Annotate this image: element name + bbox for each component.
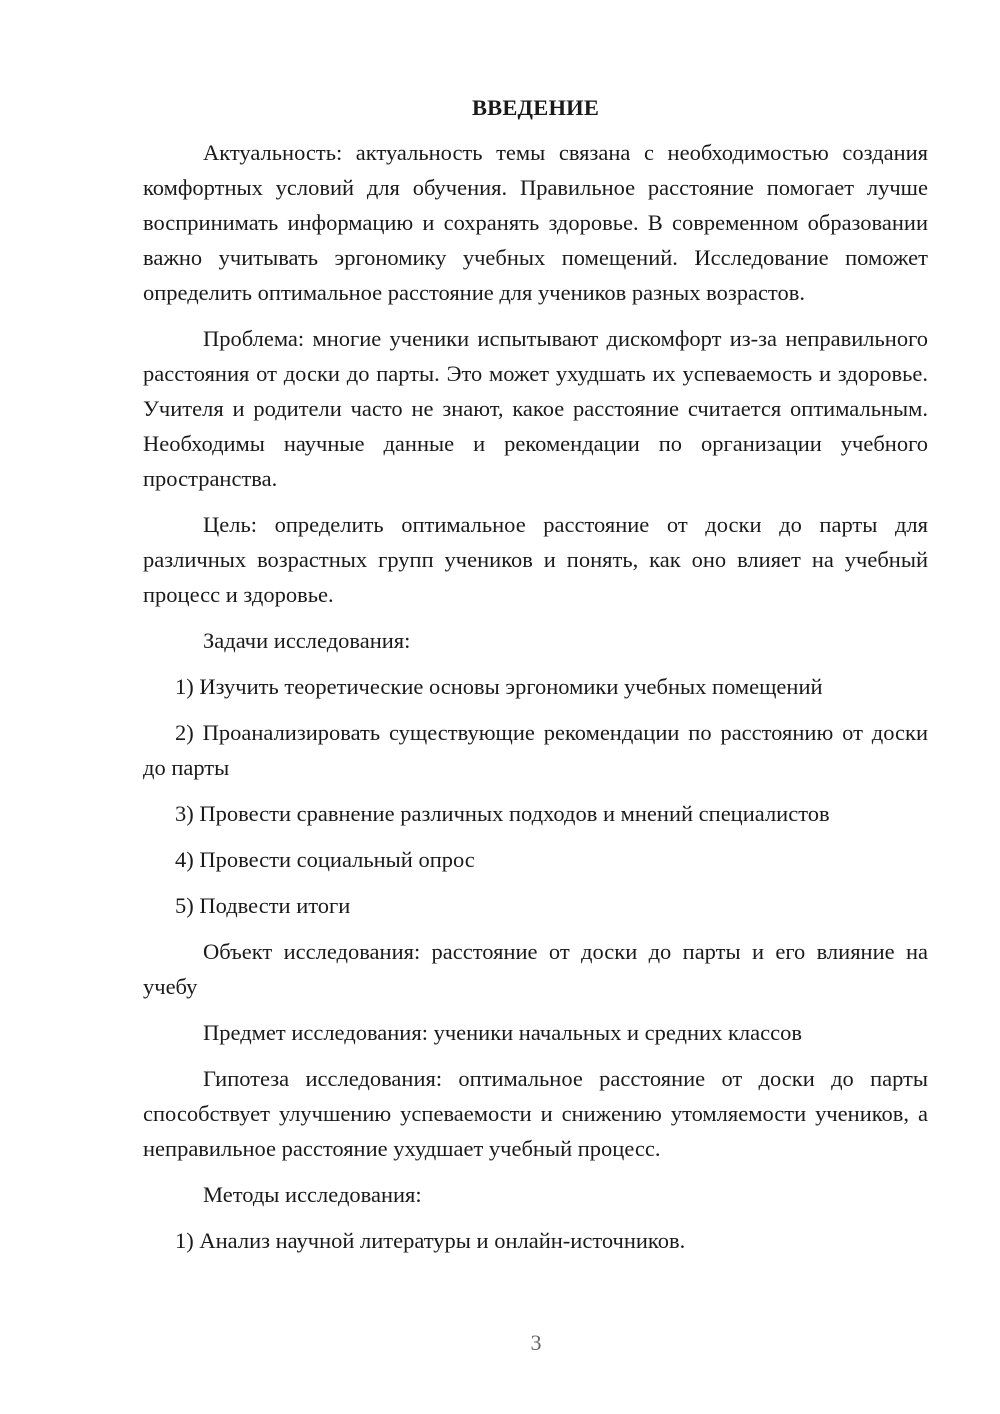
subject-paragraph: Предмет исследования: ученики начальных и средних классов [203, 1020, 802, 1045]
page-title: ВВЕДЕНИЕ [471, 95, 600, 120]
goal-paragraph: Цель: определить оптимальное расстояние от доски до парты для различных возрастных групп учеников и понять, как оно влияет на учебный процесс и здоровье. [143, 512, 928, 607]
object-paragraph: Объект исследования: расстояние от доски до парты и его влияние на учебу [143, 939, 928, 999]
relevance-paragraph: Актуальность: актуальность темы связана с необходимостью создания комфортных условий для обучения. Правильное расстояние помогает лучше воспринимать информацию и сохранять здоровье. В современном образовании важно учитывать эргономику учебных помещений. Исследование поможет определить оптимальное расстояние для учеников разных возрастов. [143, 140, 928, 305]
task-item: 4) Провести социальный опрос [175, 847, 475, 872]
problem-paragraph: Проблема: многие ученики испытывают дискомфорт из-за неправильного расстояния от доски до парты. Это может ухудшать их успеваемость и здоровье. Учителя и родители часто не знают, какое расстояние считается оптимальным. Необходимы научные данные и рекомендации по организации учебного пространства. [143, 326, 928, 491]
method-item: 1) Анализ научной литературы и онлайн-источников. [175, 1228, 686, 1253]
tasks-heading: Задачи исследования: [203, 628, 411, 653]
methods-heading: Методы исследования: [203, 1182, 422, 1207]
task-item: 3) Провести сравнение различных подходов и мнений специалистов [175, 801, 830, 826]
task-item: 1) Изучить теоретические основы эргономики учебных помещений [175, 674, 823, 699]
task-item: 5) Подвести итоги [175, 893, 351, 918]
hypothesis-paragraph: Гипотеза исследования: оптимальное расстояние от доски до парты способствует улучшению успеваемости и снижению утомляемости учеников, а неправильное расстояние ухудшает учебный процесс. [143, 1066, 928, 1161]
document-page [143, 90, 928, 1269]
task-item: 2) Проанализировать существующие рекомендации по расстоянию от доски до парты [143, 720, 928, 780]
page-number: 3 [530, 1330, 542, 1355]
